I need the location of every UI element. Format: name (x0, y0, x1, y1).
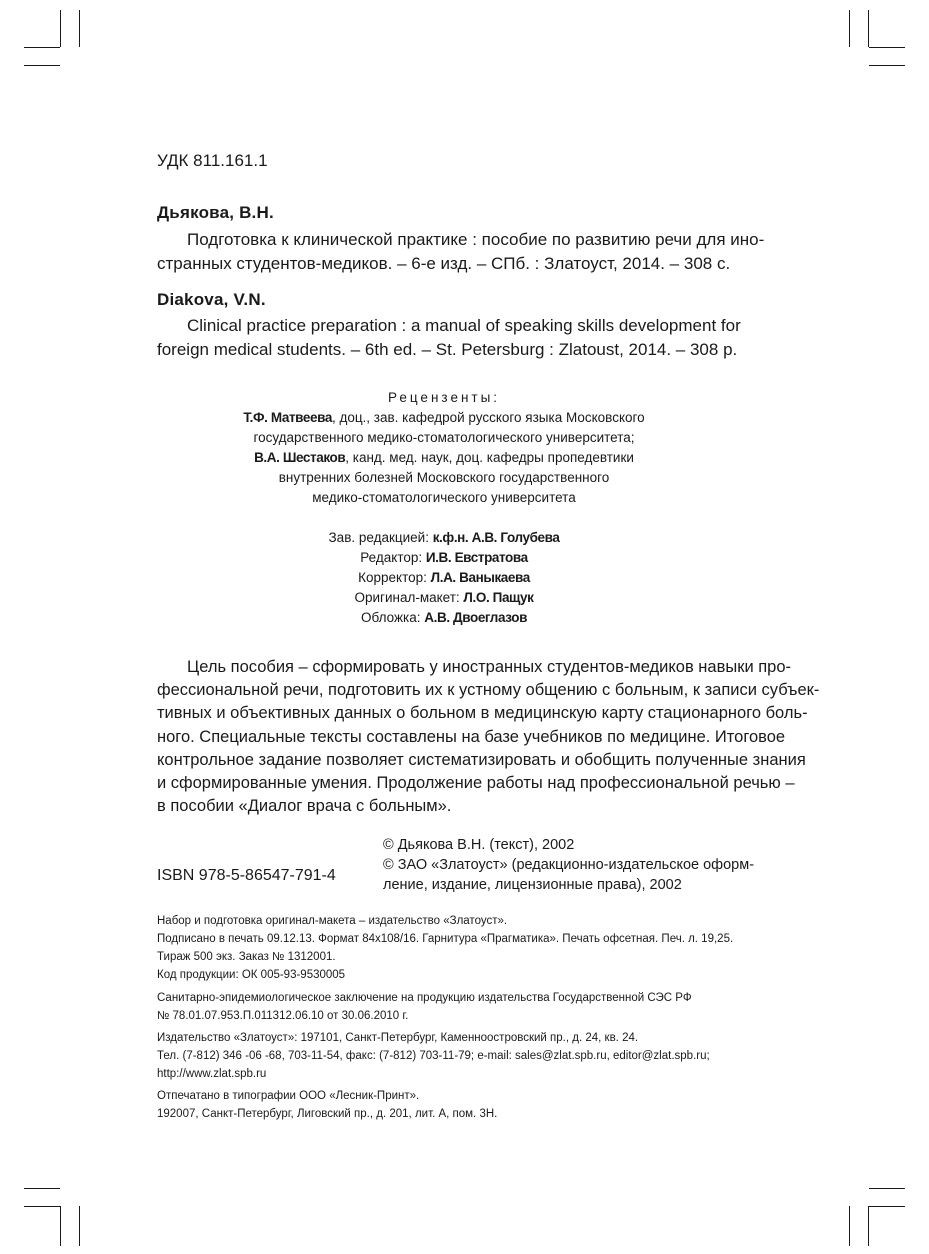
crop-mark-top-left-v1 (60, 10, 61, 47)
abstract-line: Цель пособия – сформировать у иностранных студентов-медиков навыки про- (187, 658, 792, 676)
bib-en-line-1: Clinical practice preparation : a manual of speaking skills development for (187, 316, 741, 335)
abstract-line: тивных и объективных данных о больном в медицинскую карту стационарного боль- (157, 704, 808, 723)
abstract-paragraph (157, 656, 820, 818)
reviewers-block (157, 388, 731, 508)
crop-mark-top-left-v2 (79, 10, 80, 47)
crop-mark-bottom-left-h (24, 1188, 60, 1189)
abstract-line: ного. Специальные тексты составлены на базе учебников по медицине. Итоговое (157, 727, 786, 746)
crop-mark-top-right-v1 (849, 10, 850, 47)
imprint-group-printer: Отпечатано в типографии ООО «Лесник-Принт». 192007, Санкт-Петербург, Лиговский пр., д. 201, лит. А, пом. 3Н. (157, 1090, 498, 1120)
bib-ru-line-2: странных студентов-медиков. – 6-е изд. – СПб. : Златоуст, 2014. – 308 с. (157, 254, 731, 273)
abstract-line: фессиональной речи, подготовить их к устному общению с больным, к записи субъек- (157, 681, 820, 700)
staff-row: Оригинал-макет: Л.О. Пащук (354, 590, 534, 605)
reviewer-1-line-2: государственного медико-стоматологического университета; (253, 430, 635, 445)
author-en: Diakova, V.N. (157, 290, 266, 309)
abstract-line: и сформированные умения. Продолжение работы над профессиональной речью – (157, 774, 795, 793)
imprint-group-publisher: Издательство «Златоуст»: 197101, Санкт-Петербург, Каменноостровский пр., д. 24, кв. 24. Тел. (7-812) 346 -06 -68, 703-11-54, факс: (7-812) 703-11-79; e-mail: sales@zlat.spb.ru, editor@zlat.spb.ru; http://www.zlat.spb.ru (157, 1032, 710, 1080)
udk-code: УДК 811.161.1 (157, 151, 268, 170)
staff-row: Корректор: Л.А. Ваныкаева (358, 570, 530, 585)
crop-mark-bottom-right-h (869, 1188, 905, 1189)
crop-mark-bottom-left-v1 (60, 1206, 61, 1246)
copyright-line: © Дьякова В.Н. (текст), 2002 (383, 837, 575, 853)
isbn: ISBN 978-5-86547-791-4 (157, 867, 336, 884)
crop-mark-bottom-left-v2 (79, 1206, 80, 1246)
crop-mark-top-right-h (869, 47, 905, 48)
reviewer-2-name: В.А. Шестаков (254, 450, 346, 465)
reviewer-1-name: Т.Ф. Матвеева (243, 410, 332, 425)
reviewer-2-line-2: внутренних болезней Московского государственного (278, 470, 610, 485)
bibliographic-entry-ru (157, 228, 765, 276)
crop-mark-top-left-h (24, 47, 60, 48)
crop-mark-top-left-h2 (24, 65, 60, 66)
bibliographic-entry-en (157, 314, 741, 362)
author-ru: Дьякова, В.Н. (157, 203, 274, 222)
bib-ru-line-1: Подготовка к клинической практике : пособие по развитию речи для ино- (187, 230, 765, 249)
reviewer-2-text: , канд. мед. наук, доц. кафедры пропедевтики (345, 450, 634, 465)
staff-row: Редактор: И.В. Евстратова (360, 550, 528, 565)
staff-row: Обложка: А.В. Двоеглазов (361, 610, 527, 625)
crop-mark-bottom-right-h2 (869, 1206, 905, 1207)
crop-mark-top-right-h2 (869, 65, 905, 66)
abstract-line: контрольное задание позволяет систематизировать и обобщить полученные знания (157, 750, 806, 769)
crop-mark-top-right-v2 (868, 10, 869, 47)
copyright-block (383, 835, 755, 895)
abstract-line: в пособии «Диалог врача с больным». (157, 797, 452, 816)
crop-mark-bottom-right-v2 (868, 1206, 869, 1246)
imprint-group-sanitary: Санитарно-эпидемиологическое заключение на продукцию издательства Государственной СЭС РФ № 78.01.07.953.П.011312.06.10 от 30.06.2010 г. (157, 992, 692, 1022)
copyright-line: © ЗАО «Златоуст» (редакционно-издательское оформ- (383, 857, 755, 873)
imprint-group-print: Набор и подготовка оригинал-макета – издательство «Златоуст». Подписано в печать 09.12.13. Формат 84x108/16. Гарнитура «Прагматика». Печать офсетная. Печ. л. 19,25. Тираж 500 экз. Заказ № 1312001. Код продукции: ОК 005-93-9530005 (157, 915, 734, 981)
reviewer-1-text: , доц., зав. кафедрой русского языка Московского (331, 410, 645, 425)
crop-mark-bottom-right-v1 (849, 1206, 850, 1246)
staff-row: Зав. редакцией: к.ф.н. А.В. Голубева (328, 530, 560, 545)
reviewer-2-line-3: медико-стоматологического университета (312, 490, 576, 505)
reviewers-title: Рецензенты: (387, 390, 501, 405)
copyright-line: ление, издание, лицензионные права), 2002 (383, 877, 682, 893)
editorial-staff (157, 528, 731, 628)
crop-mark-bottom-left-h2 (24, 1206, 60, 1207)
bib-en-line-2: foreign medical students. – 6th ed. – St. Petersburg : Zlatoust, 2014. – 308 p. (157, 340, 738, 359)
